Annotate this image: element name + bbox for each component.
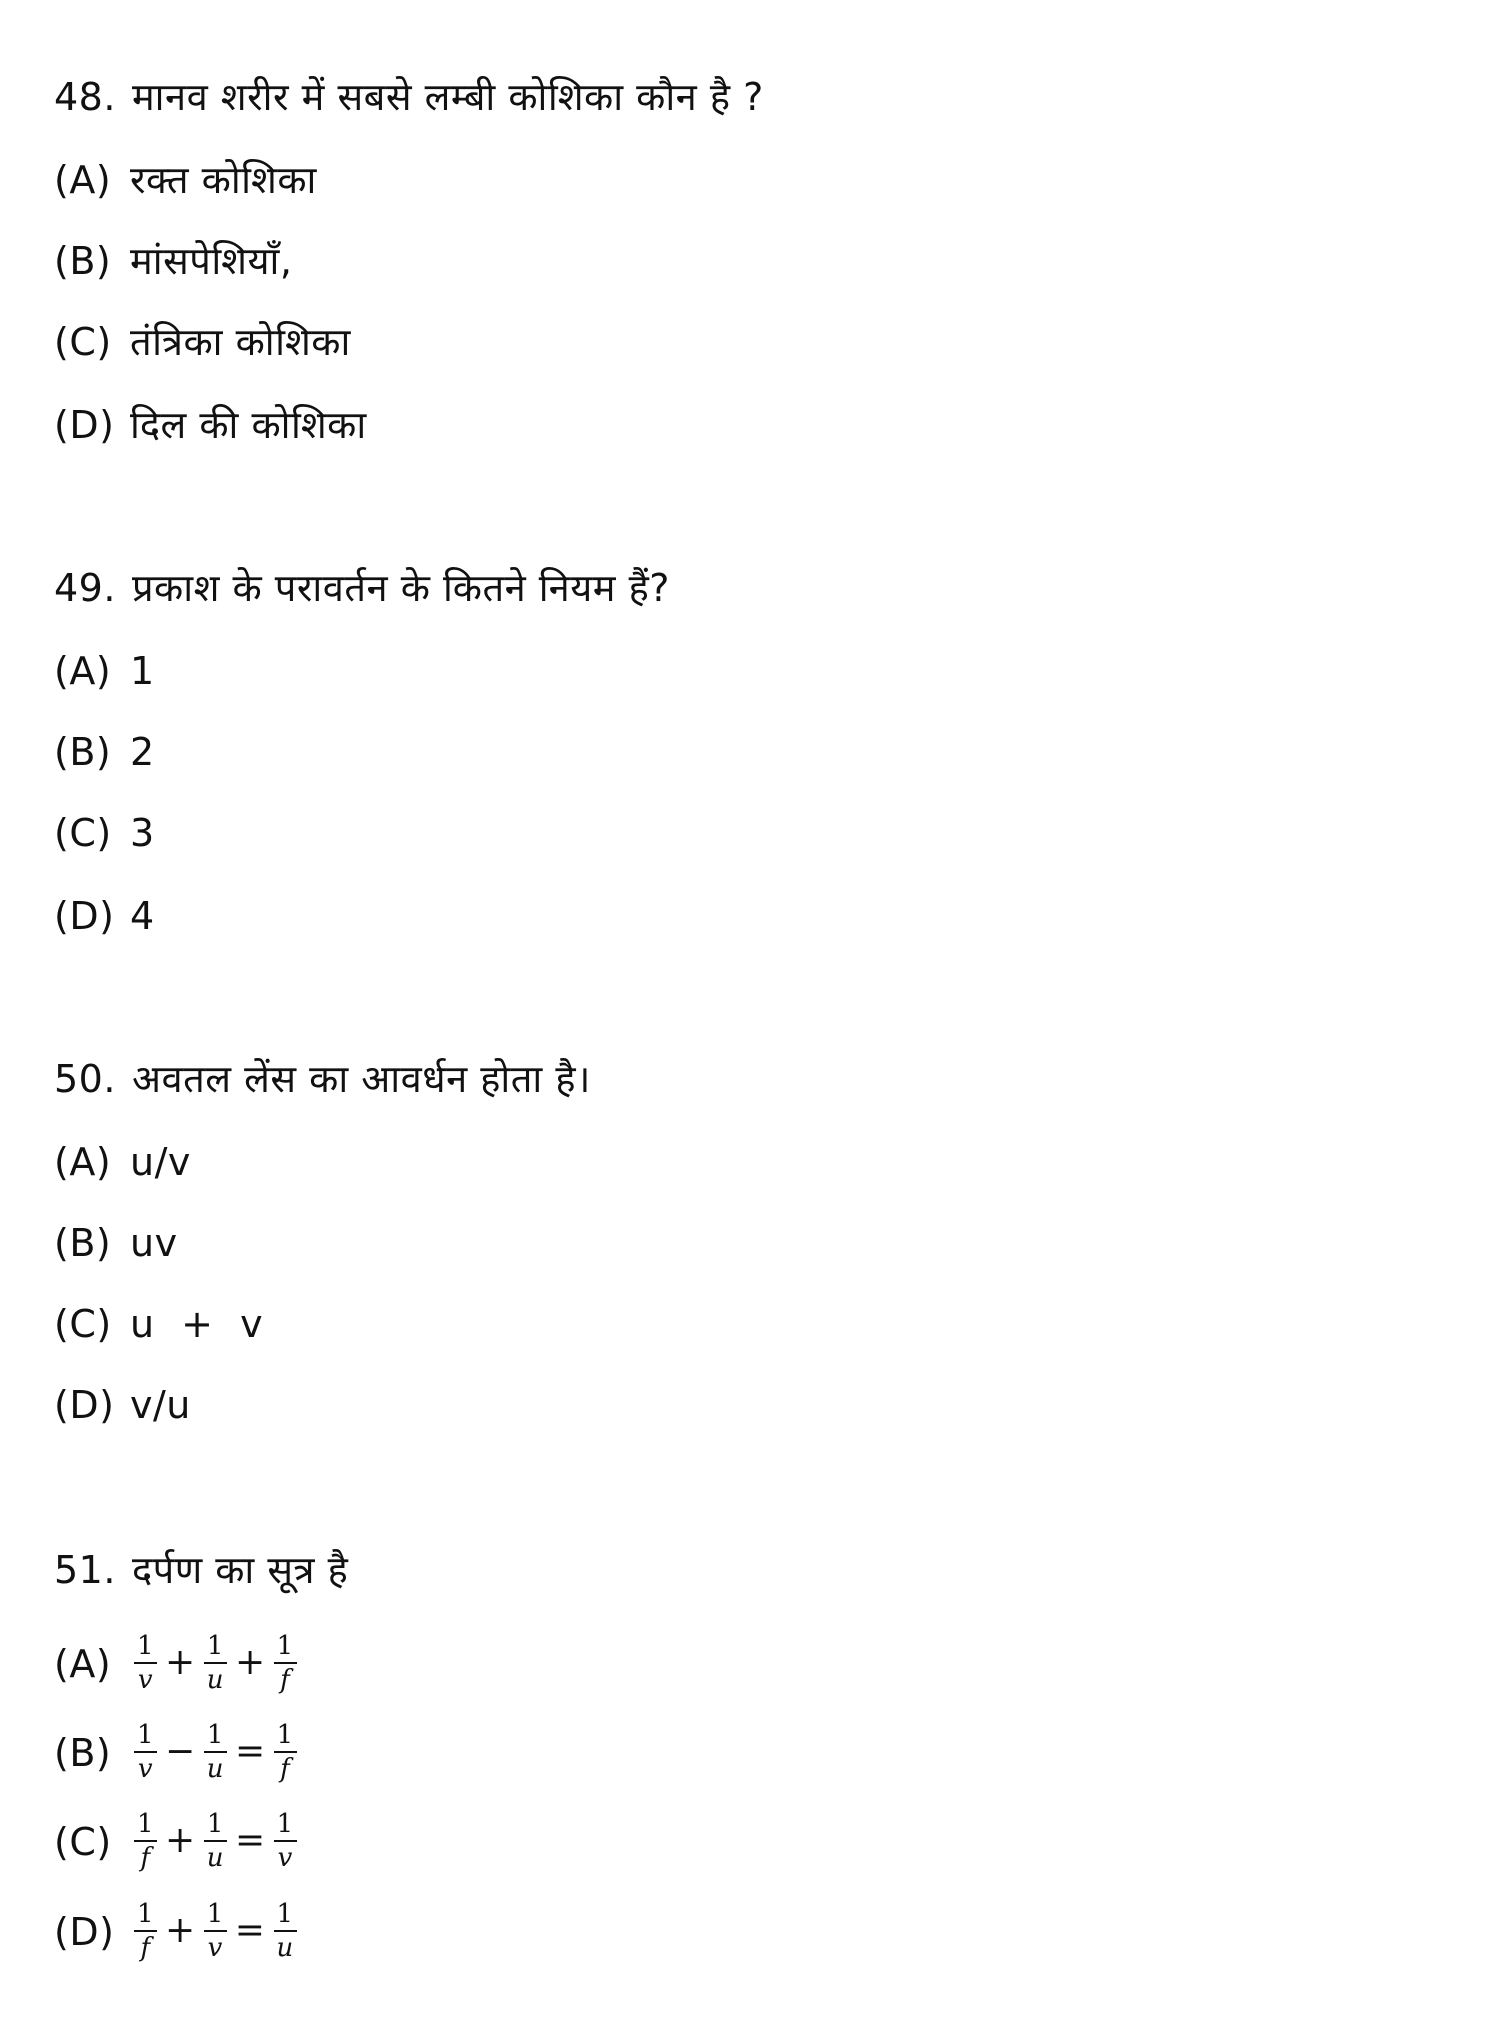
option-50-a (54, 1137, 191, 1187)
fraction-numerator: 1 (274, 1808, 297, 1842)
fraction (274, 1630, 297, 1696)
option-label: (A) (54, 1140, 112, 1184)
fraction-denominator: u (276, 1932, 294, 1963)
question-number: 50. (54, 1057, 116, 1101)
operator: + (165, 1641, 196, 1683)
option-label: (C) (54, 320, 112, 364)
fraction (204, 1808, 227, 1874)
fraction-numerator: 1 (134, 1630, 157, 1664)
fraction-denominator: f (280, 1664, 291, 1695)
operator: = (234, 1909, 266, 1951)
operator: + (165, 1819, 196, 1861)
mirror-formula (130, 1623, 301, 1703)
option-label: (B) (54, 730, 112, 774)
fraction (134, 1898, 157, 1964)
option-49-d (54, 891, 155, 941)
fraction (204, 1719, 227, 1785)
option-text: 1 (130, 649, 155, 693)
question-number: 48. (54, 75, 116, 119)
mirror-formula (130, 1891, 301, 1971)
option-48-b (54, 236, 292, 286)
option-label: (B) (54, 1731, 112, 1775)
fraction-denominator: v (137, 1753, 154, 1784)
question-50 (54, 1054, 591, 1104)
fraction-denominator: f (140, 1842, 151, 1873)
fraction-numerator: 1 (274, 1719, 297, 1753)
fraction-denominator: u (206, 1664, 224, 1695)
question-text: दर्पण का सूत्र है (131, 1548, 349, 1592)
option-text: 4 (130, 894, 155, 938)
option-49-c (54, 808, 155, 858)
fraction-numerator: 1 (134, 1898, 157, 1932)
option-text: मांसपेशियाँ, (130, 239, 293, 283)
fraction-numerator: 1 (204, 1898, 227, 1932)
fraction-numerator: 1 (204, 1719, 227, 1753)
operator: − (165, 1730, 196, 1772)
option-text: uv (130, 1221, 178, 1265)
option-label: (D) (54, 403, 115, 447)
operator: = (234, 1819, 266, 1861)
option-48-c (54, 317, 351, 367)
question-48 (54, 72, 764, 122)
option-label: (C) (54, 811, 112, 855)
operator: = (234, 1730, 266, 1772)
fraction-denominator: u (206, 1753, 224, 1784)
option-text: तंत्रिका कोशिका (130, 320, 351, 364)
fraction-numerator: 1 (204, 1808, 227, 1842)
question-49 (54, 563, 670, 613)
question-51 (54, 1545, 348, 1595)
option-text: 3 (130, 811, 155, 855)
fraction-denominator: u (206, 1842, 224, 1873)
fraction-denominator: v (137, 1664, 154, 1695)
option-text: 2 (130, 730, 155, 774)
option-51-d (54, 1892, 301, 1972)
option-label: (B) (54, 1221, 112, 1265)
mirror-formula (130, 1801, 301, 1881)
question-text: प्रकाश के परावर्तन के कितने नियम हैं? (131, 566, 670, 610)
option-label: (B) (54, 239, 112, 283)
option-text: v/u (130, 1383, 191, 1427)
option-label: (D) (54, 1383, 115, 1427)
question-text: अवतल लेंस का आवर्धन होता है। (131, 1057, 591, 1101)
operator: + (165, 1909, 196, 1951)
option-label: (C) (54, 1820, 112, 1864)
operator: + (234, 1641, 266, 1683)
option-48-d (54, 400, 367, 450)
question-text: मानव शरीर में सबसे लम्बी कोशिका कौन है ? (131, 75, 764, 119)
option-label: (A) (54, 649, 112, 693)
fraction-denominator: v (207, 1932, 223, 1963)
option-49-a (54, 646, 155, 696)
option-label: (D) (54, 1910, 115, 1954)
option-50-c (54, 1299, 263, 1349)
question-number: 49. (54, 566, 116, 610)
fraction (204, 1898, 227, 1964)
fraction (134, 1808, 157, 1874)
option-51-a (54, 1624, 301, 1704)
option-48-a (54, 155, 317, 205)
question-number: 51. (54, 1548, 116, 1592)
option-text: u + v (130, 1302, 264, 1346)
fraction (134, 1630, 157, 1696)
option-49-b (54, 727, 155, 777)
fraction (273, 1898, 296, 1964)
fraction (204, 1630, 227, 1696)
option-label: (D) (54, 894, 115, 938)
fraction-numerator: 1 (134, 1719, 157, 1753)
option-text: रक्त कोशिका (130, 158, 317, 202)
fraction (274, 1808, 297, 1874)
option-label: (C) (54, 1302, 112, 1346)
fraction-denominator: v (277, 1842, 293, 1873)
mirror-formula (130, 1712, 301, 1792)
option-50-b (54, 1218, 178, 1268)
fraction (274, 1719, 297, 1785)
fraction-numerator: 1 (204, 1630, 227, 1664)
fraction-denominator: f (280, 1753, 291, 1784)
fraction-numerator: 1 (274, 1630, 297, 1664)
option-50-d (54, 1380, 191, 1430)
option-label: (A) (54, 158, 112, 202)
option-text: दिल की कोशिका (130, 403, 367, 447)
fraction-numerator: 1 (134, 1808, 157, 1842)
option-51-b (54, 1713, 301, 1793)
option-text: u/v (130, 1140, 191, 1184)
fraction-denominator: f (140, 1932, 151, 1963)
fraction-numerator: 1 (274, 1898, 297, 1932)
option-label: (A) (54, 1642, 112, 1686)
option-51-c (54, 1802, 301, 1882)
fraction (134, 1719, 157, 1785)
